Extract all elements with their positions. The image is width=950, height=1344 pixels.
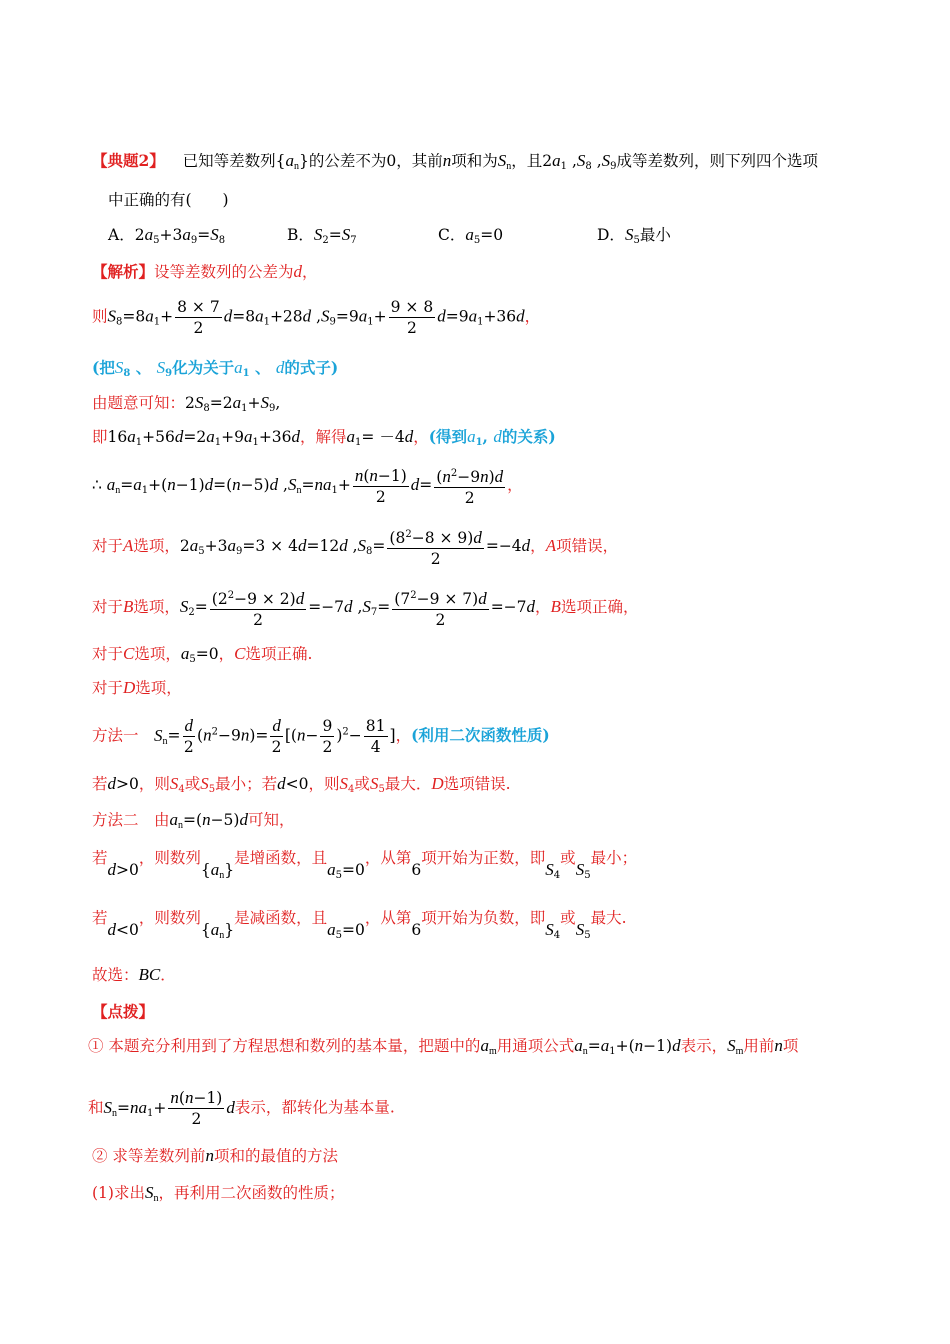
note-3: (利用二次函数性质): [411, 725, 550, 745]
option-c: C．$a_5=0$: [438, 225, 504, 246]
solution-line-9: 方法一 $S_n=$ $\frac{d}{2}$ $(n^2-9n)=$ $\frac{d}{2}$ [(n− $\frac{9}{2}$ )$^2$− $\frac{81}{4}$ ]，(利用二次函数性质): [92, 716, 550, 756]
example-line-2: [108, 190, 229, 210]
solution-line-10: 若d>0，则$S_4$或$S_5$最小；若d<0，则$S_4$或$S_5$最大．D选项错误.: [92, 774, 511, 795]
solution-line-7: 对于C选项，$a_5=0$，C选项正确.: [92, 644, 313, 665]
note-2: (得到$a_1$, d的关系): [428, 427, 556, 448]
solution-tag: 【解析】: [92, 262, 155, 281]
option-d: D．$S_5$最小: [597, 225, 671, 246]
tips-line-2: 和$S_n=na_1+$ $\frac{n(n-1)}{2}$ d表示，都转化为基本量.: [88, 1088, 395, 1128]
tips-line-1: ① 本题充分利用到了方程思想和数列的基本量，把题中的$a_m$用通项公式$a_n=a_1+(n-1)d$表示，$S_m$用前n项: [88, 1036, 799, 1057]
option-a: A．$2a_5+3a_9=S_8$: [108, 225, 226, 246]
solution-line-4: ∴ $a_n=a_1+(n-1)d=(n-5)d$ $,S_n=na_1+$ $\frac{n(n-1)}{2}$ d= $\frac{(n^2-9n)d}{2}$ ，: [92, 465, 523, 507]
solution-line-13: 若d<0，则数列$\{a_n\}$是减函数，且$a_5=0$，从第6项开始为负数，即$S_4$或$S_5$最大.: [92, 909, 627, 941]
solution-line-12: 若d>0，则数列$\{a_n\}$是增函数，且$a_5=0$，从第6项开始为正数，即$S_4$或$S_5$最小；: [92, 849, 638, 881]
solution-line-3: 即$16a_1+56d=2a_1+9a_1+36d$，解得$a_1= -4d$，(得到$a_1$, d的关系): [92, 427, 556, 448]
tips-line-4: (1)求出$S_n$，再利用二次函数的性质；: [92, 1183, 345, 1204]
solution-intro: 【解析】设等差数列的公差为d，: [92, 262, 318, 281]
solution-line-6: 对于B选项，$S_2=$ $\frac{(2^2-9 \times 2)d}{2}$ =−7d $,S_7=$ $\frac{(7^2-9 \times 7)d}{2}$ =−7d，B选项正确，: [92, 586, 638, 630]
option-b: B．$S_2=S_7$: [287, 225, 357, 246]
example-tag: 【典题2】: [92, 151, 165, 170]
note-1: (把$S_8$ 、 $S_9$化为关于$a_1$ 、 d的式子): [92, 358, 339, 379]
solution-line-8: 对于D选项，: [92, 678, 182, 697]
tips-line-3: ② 求等差数列前n项和的最值的方法: [92, 1146, 338, 1165]
solution-line-2: 由题意可知：$2S_8=2a_1+S_9$,: [92, 393, 281, 414]
tips-tag: 【点拨】: [92, 1002, 155, 1021]
answer: 故选：BC．: [92, 965, 176, 984]
example-line-1: [92, 151, 818, 177]
solution-line-5: 对于A选项，$2a_5+3a_9=3 \times 4d=12d$ $,S_8=$ $\frac{(8^2-8 \times 9)d}{2}$ =−4d，A项错误，: [92, 525, 618, 569]
example-stem-1: 已知等差数列$\{a_n\}$的公差不为0，其前n项和为$S_n$，且$2a_1$ $,S_8$ $,S_9$成等差数列，则下列四个选项: [182, 151, 819, 172]
solution-line-1: 则$S_8=8a_1+$ $\frac{8 \times 7}{2}$ $d=8a_1+28d$ $,S_9=9a_1+$ $\frac{9 \times 8}{2}$ $d=9a_1+36d$，: [92, 298, 541, 337]
solution-line-11: 方法二 由$a_n=(n-5)d$可知，: [92, 810, 295, 831]
example-stem-2: 中正确的有( ): [108, 191, 229, 209]
